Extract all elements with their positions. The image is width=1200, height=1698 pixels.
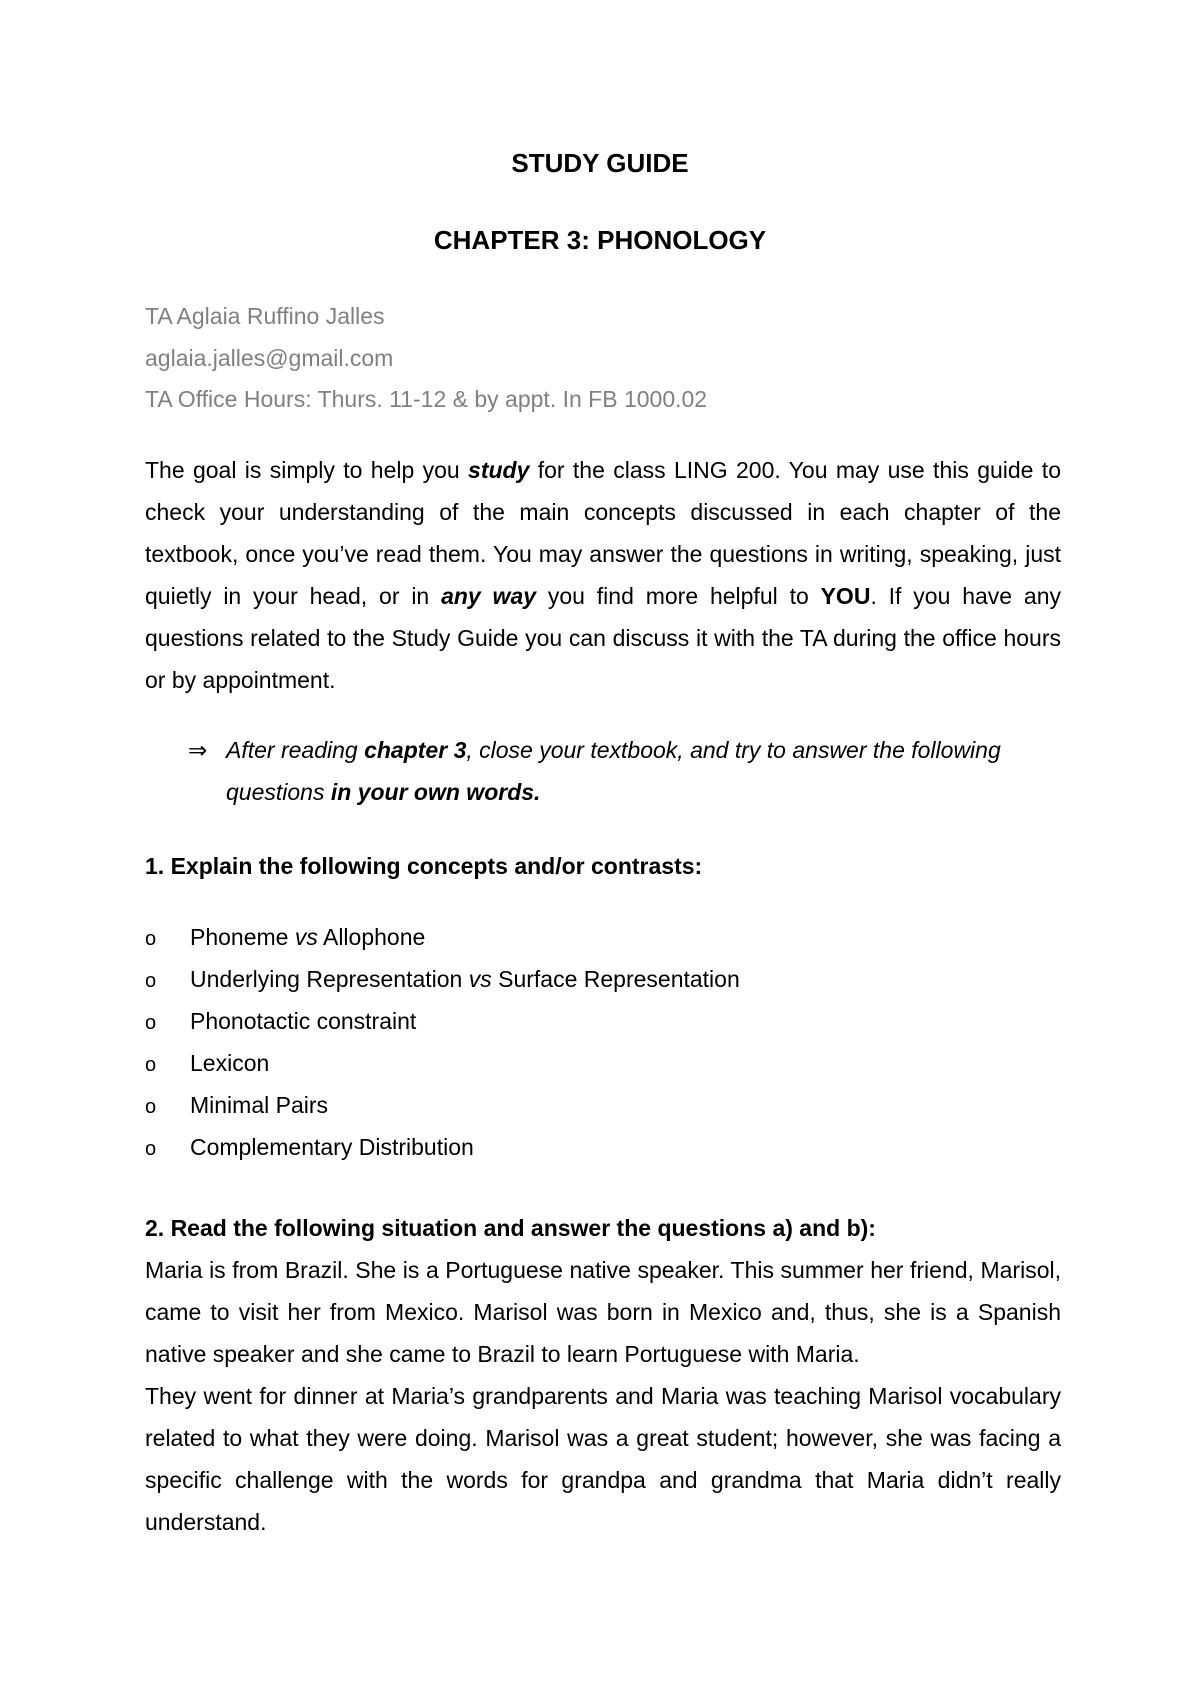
instruction-chapter-emphasis: chapter 3 <box>364 737 467 763</box>
list-item <box>145 916 740 958</box>
bullet-icon: o <box>145 1054 157 1076</box>
chapter-title: CHAPTER 3: PHONOLOGY <box>433 225 767 255</box>
intro-study-emphasis: study <box>468 457 530 483</box>
ta-office-hours: TA Office Hours: Thurs. 11-12 & by appt. In FB 1000.02 <box>145 386 708 412</box>
bullet-icon: o <box>145 1138 157 1160</box>
bullet-icon: o <box>145 970 157 992</box>
right-double-arrow-icon: ⇒ <box>188 737 208 763</box>
concept-list <box>145 916 740 1168</box>
concept-text: Complementary Distribution <box>190 1134 474 1160</box>
document-title: STUDY GUIDE <box>511 148 689 178</box>
concept-text: Lexicon <box>190 1050 270 1076</box>
ta-name: TA Aglaia Ruffino Jalles <box>145 303 385 329</box>
section-2-heading: 2. Read the following situation and answer the questions a) and b): <box>145 1215 876 1241</box>
situation-paragraph-1: Maria is from Brazil. She is a Portuguese native speaker. This summer her friend, Marisol, came to visit her from Mexico. Marisol was born in Mexico and, thus, she is a Spanish native speaker and she came to Brazil to learn Portuguese with Maria. <box>145 1257 1061 1367</box>
bullet-icon: o <box>145 1096 157 1118</box>
section-1-heading: 1. Explain the following concepts and/or contrasts: <box>145 853 703 879</box>
concept-text: Phoneme <box>190 924 295 950</box>
intro-text-1: The goal is simply to help you <box>145 457 469 483</box>
intro-any-way-emphasis: any way <box>441 583 537 609</box>
ta-email: aglaia.jalles@gmail.com <box>145 345 394 371</box>
concept-text: Underlying Representation <box>190 966 469 992</box>
list-item <box>145 1000 740 1042</box>
instruction-text-2: , close your textbook, and try to answer the following questions <box>226 737 1001 805</box>
bullet-icon: o <box>145 1012 157 1034</box>
concept-vs: vs <box>468 966 492 992</box>
intro-you-emphasis: YOU <box>820 583 871 609</box>
list-item <box>145 958 740 1000</box>
list-item <box>145 1084 740 1126</box>
situation-paragraph-2: They went for dinner at Maria’s grandparents and Maria was teaching Marisol vocabulary related to what they were doing. Marisol was a great student; however, she was facing a specific challenge with the words for grandpa and grandma that Maria didn’t really understand. <box>145 1383 1061 1535</box>
intro-text-3: you find more helpful to <box>536 583 821 609</box>
bullet-icon: o <box>145 928 157 950</box>
concept-text-b: Allophone <box>317 924 426 950</box>
concept-text: Minimal Pairs <box>190 1092 329 1118</box>
concept-text-b: Surface Representation <box>491 966 740 992</box>
intro-text-4: . If you have any questions related to the Study Guide you can discuss it with the TA during the office hours or by appointment. <box>145 583 1061 693</box>
instruction-own-words-emphasis: in your own words. <box>330 779 541 805</box>
intro-paragraph <box>145 449 1061 701</box>
list-item <box>145 1126 740 1168</box>
instruction-text <box>188 729 1058 813</box>
list-item <box>145 1042 740 1084</box>
instruction-text-1: After reading <box>226 737 365 763</box>
instruction-block <box>188 729 1058 813</box>
concept-vs: vs <box>294 924 318 950</box>
intro-text-2: for the class LING 200. You may use this guide to check your understanding of the main concepts discussed in each chapter of the textbook, once you’ve read them. You may answer the questions in writing, speaking, just quietly in your head, or in <box>145 457 1061 609</box>
concept-text: Phonotactic constraint <box>190 1008 417 1034</box>
